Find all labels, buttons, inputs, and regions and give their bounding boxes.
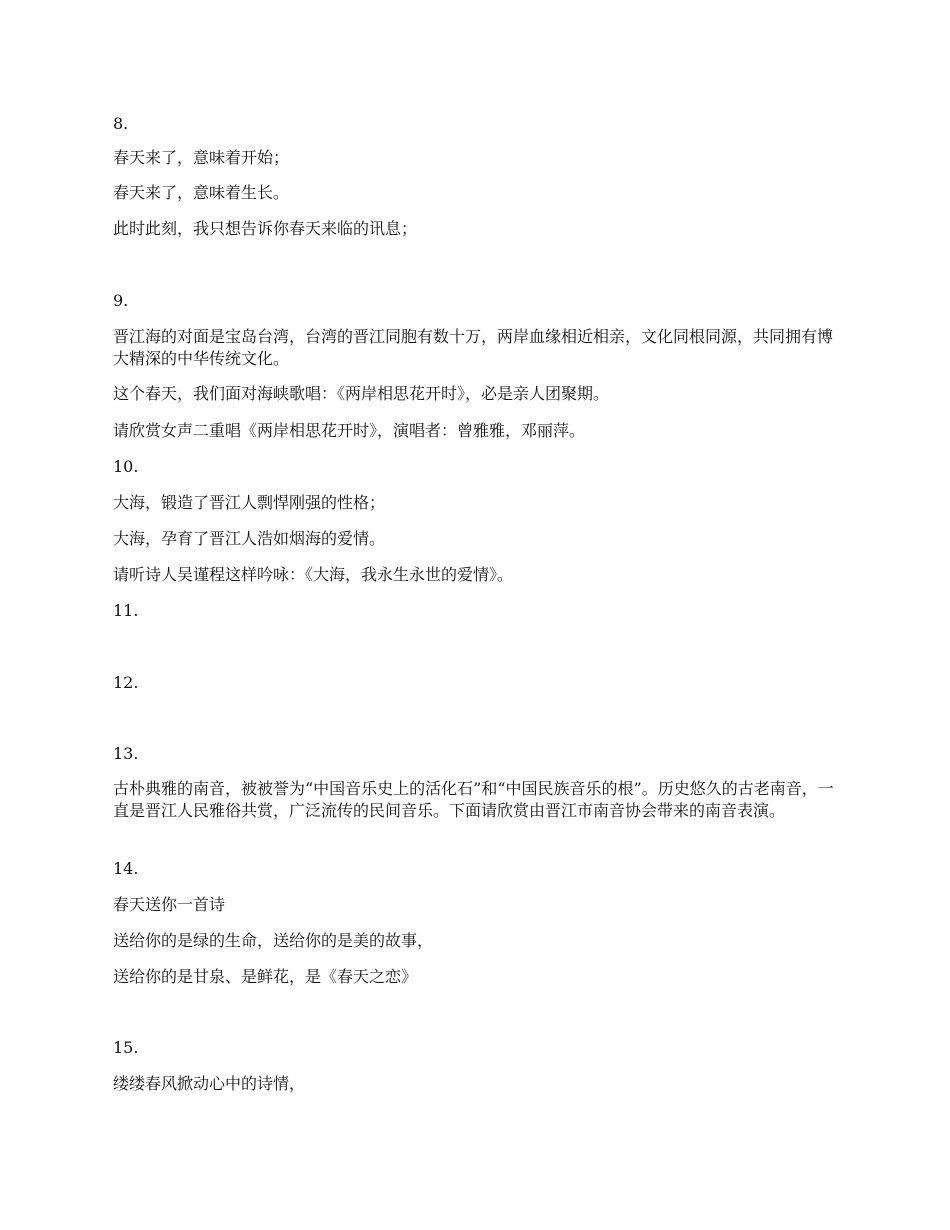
section-number-10: 10. [113, 457, 139, 476]
section-number-9: 9. [113, 291, 129, 310]
section-number-15: 15. [113, 1038, 139, 1057]
paragraph: 缕缕春风掀动心中的诗情， [113, 1074, 306, 1093]
section-number-12: 12. [113, 673, 139, 692]
paragraph: 送给你的是甘泉、是鲜花，是《春天之恋》 [113, 967, 418, 986]
section-number-13: 13. [113, 744, 139, 763]
paragraph: 晋江海的对面是宝岛台湾，台湾的晋江同胞有数十万，两岸血缘相近相亲，文化同根同源，共同拥有博大精深的中华传统文化。 [113, 327, 834, 368]
section-number-11: 11. [113, 601, 139, 620]
paragraph: 春天送你一首诗 [113, 895, 226, 914]
paragraph: 此时此刻，我只想告诉你春天来临的讯息； [113, 219, 418, 238]
paragraph: 春天来了，意味着开始； [113, 148, 290, 167]
paragraph: 这个春天，我们面对海峡歌唱：《两岸相思花开时》，必是亲人团聚期。 [113, 384, 610, 403]
section-number-14: 14. [113, 859, 139, 878]
paragraph: 春天来了，意味着生长。 [113, 183, 290, 202]
section-number-8: 8. [113, 114, 129, 133]
paragraph: 大海，锻造了晋江人剽悍刚强的性格； [113, 493, 386, 512]
paragraph: 请听诗人吴谨程这样吟咏：《大海，我永生永世的爱情》。 [113, 565, 514, 584]
paragraph: 请欣赏女声二重唱《两岸相思花开时》，演唱者：曾雅雅，邓丽萍。 [113, 421, 586, 440]
paragraph: 送给你的是绿的生命，送给你的是美的故事， [113, 931, 434, 950]
paragraph: 大海，孕育了晋江人浩如烟海的爱情。 [113, 529, 386, 548]
paragraph: 古朴典雅的南音，被被誉为“中国音乐史上的活化石”和“中国民族音乐的根”。历史悠久的古老南音，一直是晋江人民雅俗共赏，广泛流传的民间音乐。下面请欣赏由晋江市南音协会带来的南音表演。 [113, 779, 834, 820]
